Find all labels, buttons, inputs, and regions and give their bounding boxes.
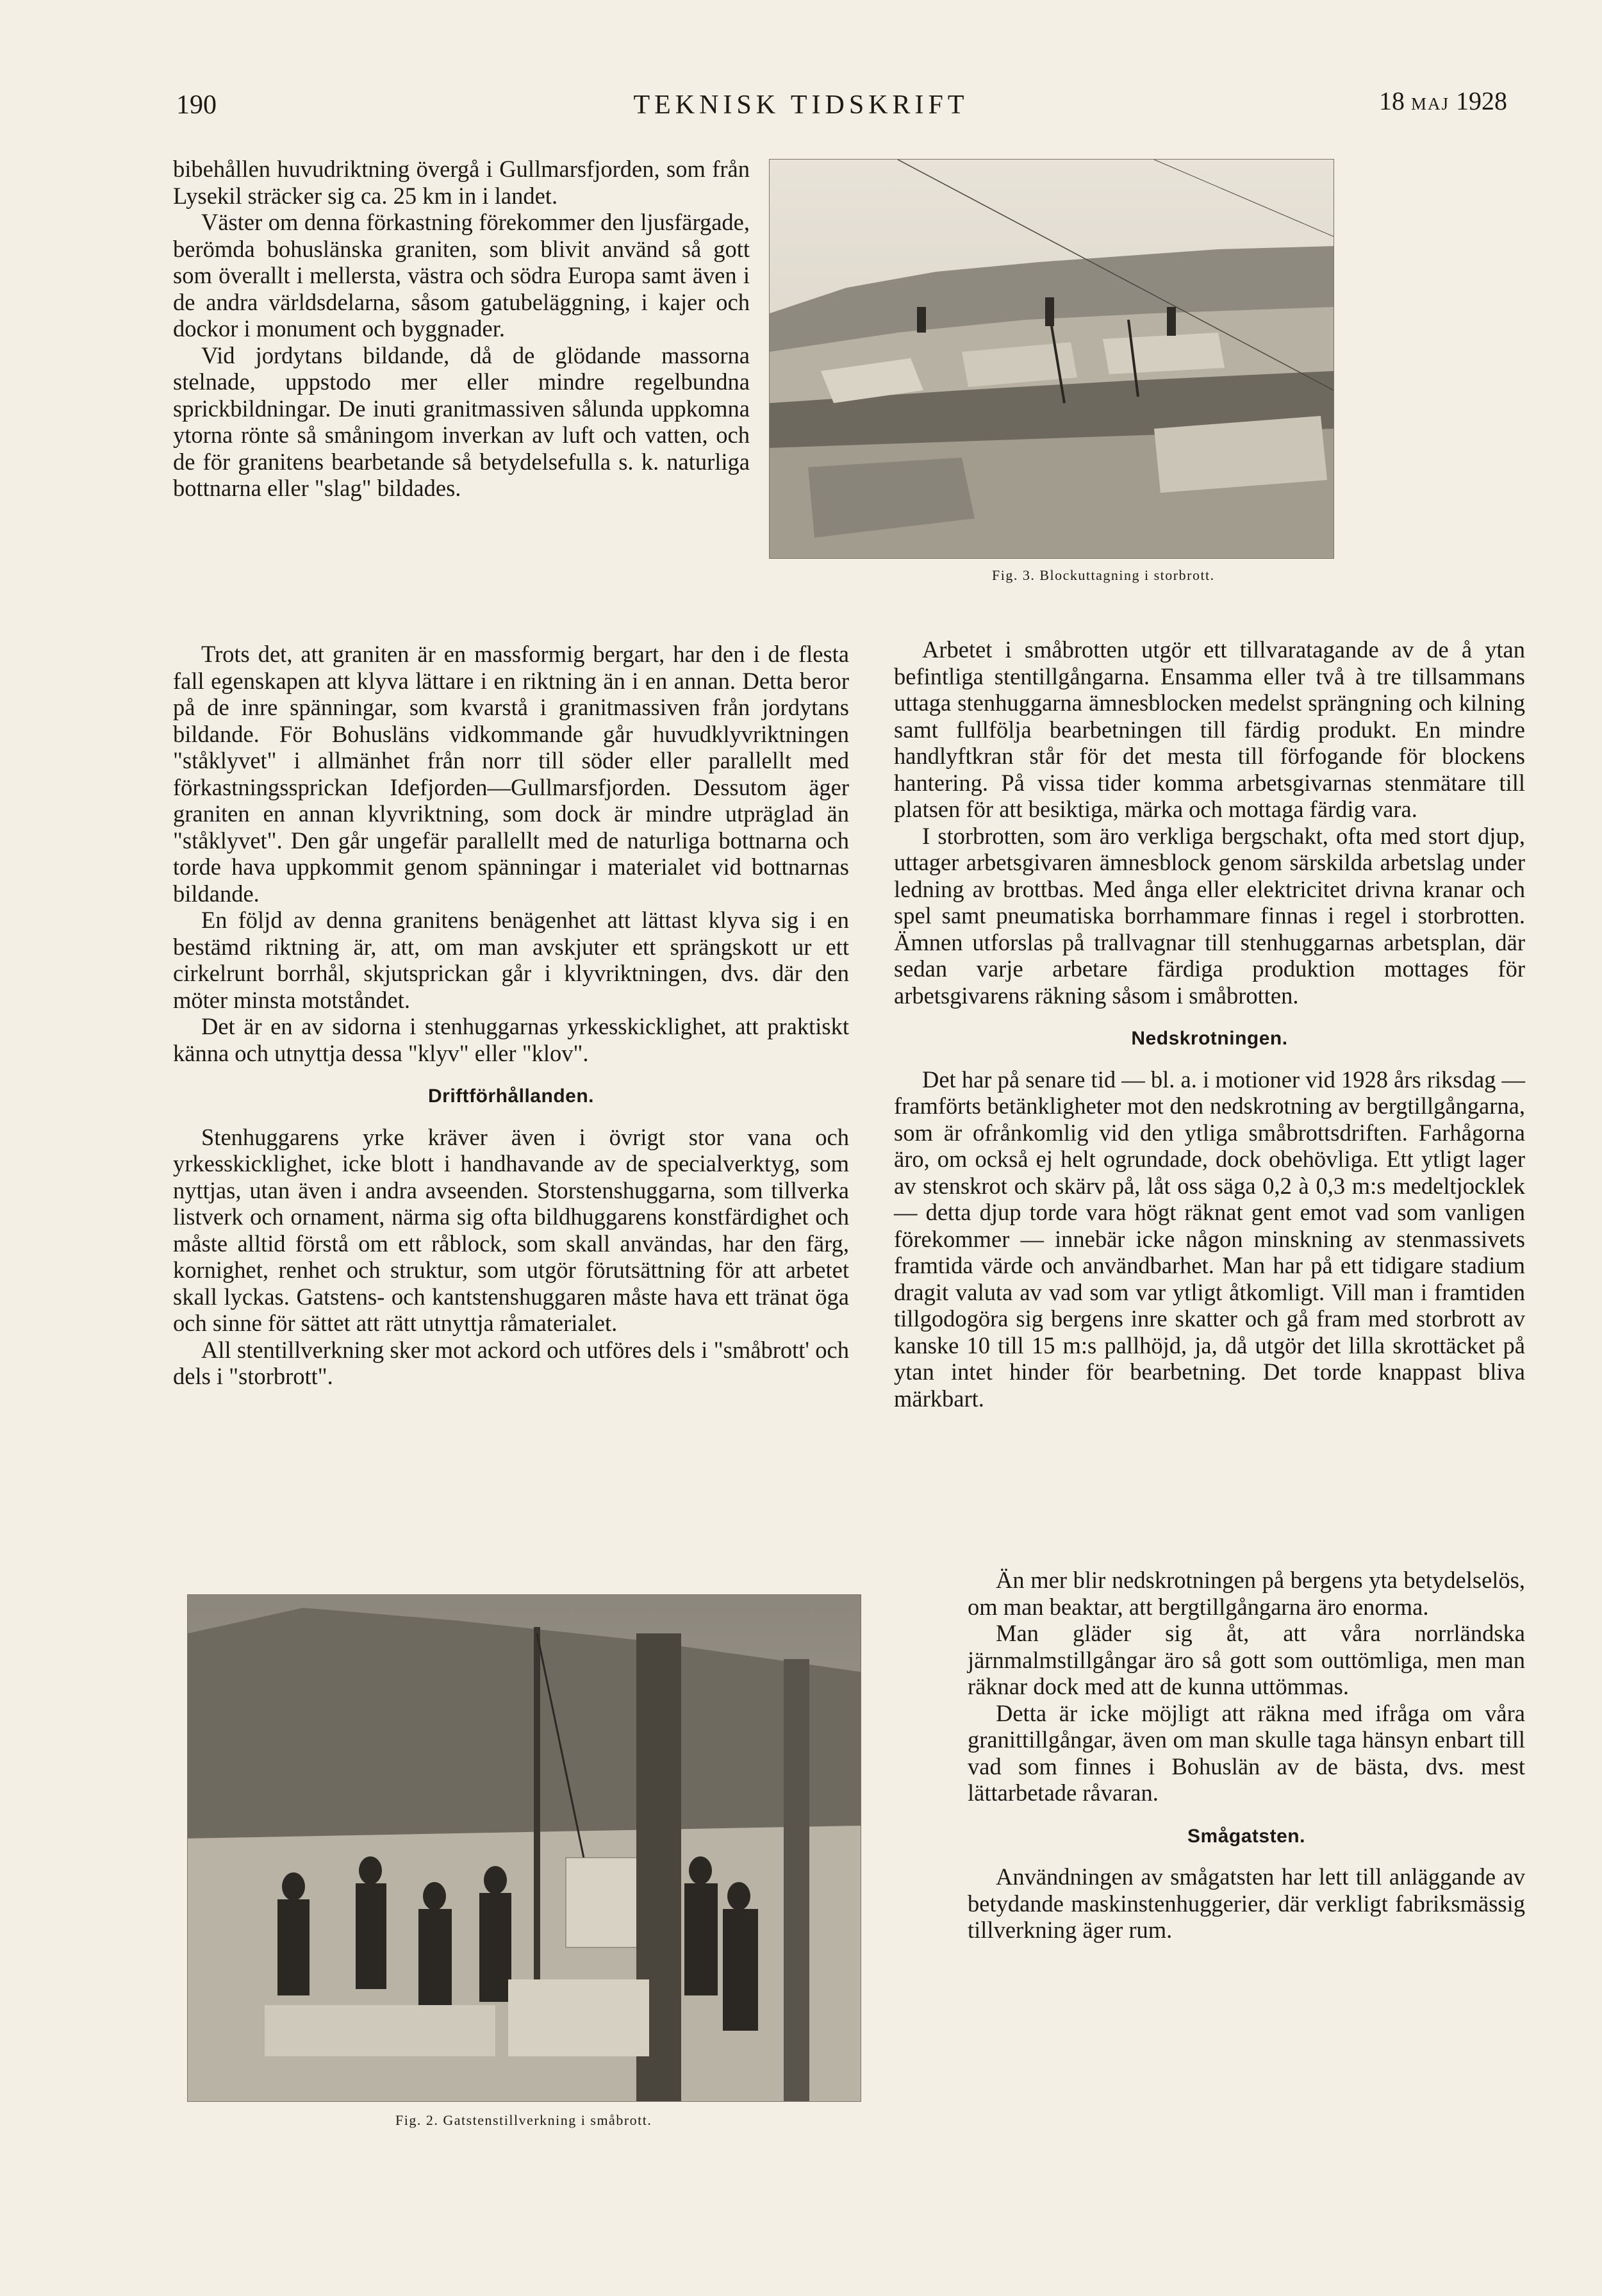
- figure-3-caption: Fig. 3. Blockuttagning i storbrott.: [992, 567, 1215, 583]
- paragraph: En följd av denna granitens benägenhet att lättast klyva sig i en bestämd riktning är, att, om man avskjuter ett sprängskott ur ett cirkelrunt borrhål, skjutsprickan går i klyvriktningen, dvs. där den möter minsta motståndet.: [173, 907, 849, 1013]
- quarry-photo-figure-3: [769, 159, 1334, 559]
- issue-month: MAJ: [1410, 94, 1449, 113]
- journal-title: TEKNISK TIDSKRIFT: [633, 90, 969, 120]
- issue-day: 18: [1378, 87, 1405, 115]
- section-heading-smagatsten: Smågatsten.: [1187, 1825, 1305, 1847]
- text-column-left: [173, 641, 849, 1390]
- paragraph: Än mer blir nedskrotningen på bergens yta betydelselös, om man beaktar, att bergtillgångarna äro enorma.: [968, 1567, 1525, 1620]
- paragraph: Detta är icke möjligt att räkna med ifråga om våra granittillgångar, även om man skulle taga hänsyn enbart till vad som finnes i Bohuslän av de bästa, dvs. mest lättarbetade råvaran.: [968, 1699, 1525, 1806]
- page-number: 190: [176, 90, 217, 120]
- paragraph: Det är en av sidorna i stenhuggarnas yrkesskicklighet, att praktiskt känna och utnyttja dessa "klyv" eller "klov".: [173, 1013, 849, 1066]
- paragraph: All stentillverkning sker mot ackord och utföres dels i "småbrott' och dels i "storbrott".: [173, 1336, 849, 1389]
- figure-2-caption: Fig. 2. Gatstenstillverkning i småbrott.: [395, 2112, 652, 2128]
- issue-date: [1379, 86, 1507, 116]
- paragraph: Trots det, att graniten är en massformig bergart, har den i de flesta fall egenskapen att klyva lättare i en riktning än i en annan. Detta beror på de inre spänningar, som kvarstå i granitmassiven från jordytans bildande. För Bohusläns vidkommande går huvudklyvriktningen "ståklyvet" i allmänhet från norr till söder eller parallellt med förkastningssprickan Idefjorden—Gullmarsfjorden. Dessutom äger graniten en annan klyvriktning, som dock är mindre utpräglad än "ståklyvet". Den går ungefär parallellt med de naturliga bottnarna och torde hava uppkommit genom spänningar i materialet vid bottnarnas bildande.: [173, 641, 849, 907]
- text-column-top-left: [173, 156, 750, 502]
- paragraph: Arbetet i småbrotten utgör ett tillvaratagande av de å ytan befintliga stentillgångarna. Ensamma eller två à tre tillsammans uttaga stenhuggarna ämnesblocken medelst sprängning och kilning samt fullfölja bearbetningen till färdig produkt. En mindre handlyftkran står för det mesta till förfogande för blockens hantering. På vissa tider komma arbetsgivarnas stenmätare till platsen för att besiktiga, märka och mottaga färdig vara.: [894, 636, 1525, 822]
- paragraph: bibehållen huvudriktning övergå i Gullmarsfjorden, som från Lysekil sträcker sig ca. 25 km in i landet.: [173, 156, 750, 209]
- section-heading-driftforhallanden: Driftförhållanden.: [427, 1086, 594, 1107]
- text-column-right: [894, 636, 1525, 1412]
- page-header: [0, 87, 1602, 128]
- paragraph: Vid jordytans bildande, då de glödande massorna stelnade, uppstodo mer eller mindre regelbundna sprickbildningar. De inuti granitmassiven sålunda uppkomna ytorna rönte så småningom inverkan av luft och vatten, och de för granitens bearbetande så betydelsefulla s. k. naturliga bottnarna eller "slag" bildades.: [173, 342, 750, 501]
- paragraph: Stenhuggarens yrke kräver även i övrigt stor vana och yrkesskicklighet, icke blott i handhavande av de specialverktyg, som nyttjas, utan även i andra avseenden. Storstenshuggarna, som tillverka listverk och ornament, närma sig ofta bildhuggarens konstfärdighet och måste alltid förstå om ett råblock, som skall användas, har den färg, kornighet, renhet och struktur, som utgör förutsättning för att arbetet skall lyckas. Gatstens- och kantstenshuggaren måste hava ett tränat öga och sinne för sättet att rätt utnyttja råmaterialet.: [173, 1123, 849, 1336]
- paragraph: I storbrotten, som äro verkliga bergschakt, ofta med stort djup, uttager arbetsgivaren ämnesblock genom särskilda arbetslag under ledning av brottbas. Med ånga eller elektricitet drivna kranar och spel samt pneumatiska borrhammare finnas i regel i storbrotten. Ämnen utforslas på trallvagnar till stenhuggarnas arbetsplan, där sedan varje arbetare färdiga produktion mottages för arbetsgivarens räkning såsom i småbrotten.: [894, 822, 1525, 1009]
- paragraph: Användningen av smågatsten har lett till anläggande av betydande maskinstenhuggerier, där verkligt fabriksmässig tillverkning äger rum.: [968, 1863, 1525, 1943]
- paragraph: Det har på senare tid — bl. a. i motioner vid 1928 års riksdag — framförts betänkligheter mot den nedskrotning av bergtillgångarna, som är ofrånkomlig vid den ytliga småbrottsdriften. Farhågorna äro, om också ej helt ogrundade, dock obehövliga. Ett ytligt lager av stenskrot och skärv på, låt oss säga 0,2 à 0,3 m:s medeltjocklek — detta djup torde vara högt räknat gent emot vad som vanligen förekommer — innebär icke någon minskning av stenmassivets framtida värde och användbarhet. Man har på ett tidigare stadium dragit valuta av vad som var ytligt åtkomligt. Vill man i framtiden tillgodogöra sig bergens inre skatter och gå fram med storbrott av kanske 10 till 15 m:s pallhöjd, ja, då utgör det lilla skrottäcket på ytan intet hinder för bearbetning. Det torde knappast bliva märkbart.: [894, 1066, 1525, 1412]
- paragraph: Man gläder sig åt, att våra norrländska järnmalmstillgångar äro så gott som outtömliga, men man räknar dock med att de kunna uttömmas.: [968, 1620, 1525, 1699]
- paragraph: Väster om denna förkastning förekommer den ljusfärgade, berömda bohuslänska graniten, som blivit använd så gott som överallt i mellersta, västra och södra Europa samt även i de andra världsdelarna, såsom gatubeläggning, i kajer och dockor i monument och byggnader.: [173, 209, 750, 342]
- section-heading-nedskrotningen: Nedskrotningen.: [1131, 1028, 1288, 1049]
- workers-photo-figure-2: [187, 1594, 861, 2102]
- issue-year: 1928: [1456, 87, 1507, 115]
- text-column-bottom-right: [968, 1567, 1525, 1944]
